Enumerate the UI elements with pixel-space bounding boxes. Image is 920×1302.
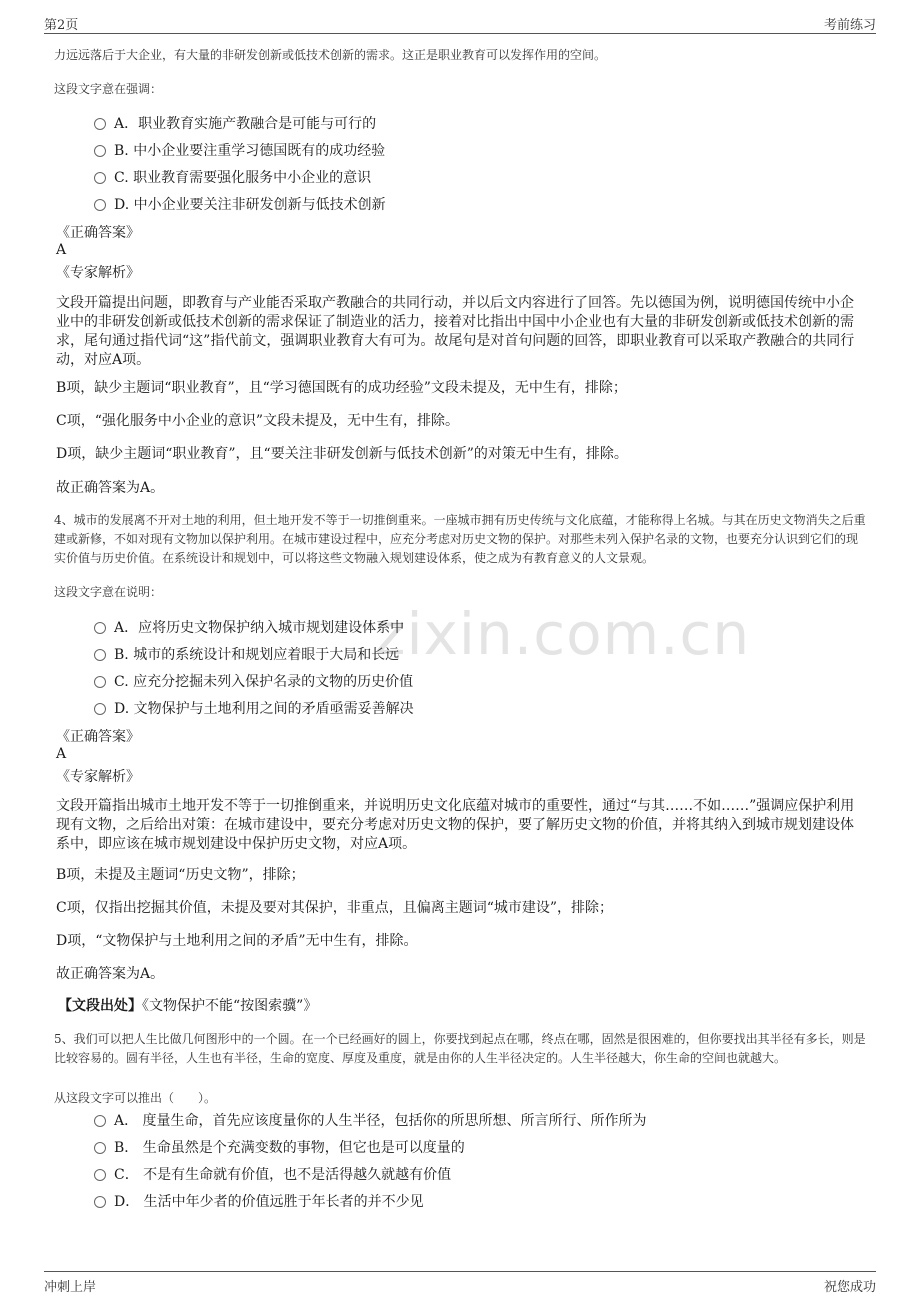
q3-answer-label: 《正确答案》: [56, 225, 140, 241]
q4-analysis-main: 文段开篇指出城市土地开发不等于一切推倒重来，并说明历史文化底蕴对城市的重要性，通过“与其……不如……”强调应保护利用现有文物，之后给出对策：在城市建设中，要充分考虑对历史文物的保护，要了解历史文物的价值，并将其纳入到城市规划建设体系中，即应该在城市规划建设中保护历史文物，对应A项。: [56, 798, 855, 852]
q5-option-d[interactable]: D． 生活中年少者的价值远胜于年长者的并不少见: [94, 1191, 424, 1211]
q3-analysis-label: 《专家解析》: [56, 265, 140, 281]
footer-left: 冲刺上岸: [44, 1280, 97, 1295]
q4-text: 4、城市的发展离不开对土地的利用，但土地开发不等于一切推倒重来。一座城市拥有历史传统与文化底蕴，才能称得上名城。与其在历史文物消失之后重建或新修，不如对现有文物加以保护利用。在城市建设过程中，应充分考虑对历史文物的保护。对那些未列入保护名录的文物，也要充分认识到它们的现实价值与历史价值。在系统设计和规划中，可以将这些文物融入规划建设体系，使之成为有教育意义的人文景观。: [54, 513, 866, 565]
q4-answer-label: 《正确答案》: [56, 729, 140, 745]
q3-analysis-b: B项，缺少主题词“职业教育”，且“学习德国既有的成功经验”文段未提及，无中生有，排除；: [56, 380, 627, 396]
q3-option-a[interactable]: A．职业教育实施产教融合是可能与可行的: [94, 113, 376, 133]
q3-prompt: 这段文字意在强调：: [54, 82, 163, 96]
footer-right: 祝您成功: [823, 1280, 876, 1295]
q5-text: 5、我们可以把人生比做几何图形中的一个圆。在一个已经画好的圆上，你要找到起点在哪，终点在哪，固然是很困难的，但你要找出其半径有多长，则是比较容易的。圆有半径，人生也有半径，生命的宽度、厚度及重度，就是由你的人生半径决定的。人生半径越大，你生命的空间也就越大。: [54, 1032, 866, 1065]
q3-analysis-main: 文段开篇提出问题，即教育与产业能否采取产教融合的共同行动，并以后文内容进行了回答。先以德国为例，说明德国传统中小企业中的非研发创新或低技术创新的需求保证了制造业的活力，接着对比指出中国中小企业也有大量的非研发创新或低技术创新的需求，尾句通过指代词“这”指代前文，强调职业教育大有可为。故尾句是对首句问题的回答，即职业教育可以采取产教融合的共同行动，对应A项。: [56, 295, 855, 368]
page-footer: [44, 1271, 876, 1295]
radio-icon[interactable]: [94, 1169, 106, 1181]
q4-option-a[interactable]: A．应将历史文物保护纳入城市规划建设体系中: [94, 617, 404, 637]
q4-analysis-d: D项，“文物保护与土地利用之间的矛盾”无中生有，排除。: [56, 933, 418, 949]
radio-icon[interactable]: [94, 118, 106, 130]
q4-option-c[interactable]: C. 应充分挖掘未列入保护名录的文物的历史价值: [94, 671, 413, 691]
q3-analysis-conclusion: 故正确答案为A。: [56, 480, 165, 496]
q5-option-a[interactable]: A． 度量生命，首先应该度量你的人生半径，包括你的所思所想、所言所行、所作所为: [94, 1110, 647, 1130]
q4-analysis-b: B项，未提及主题词“历史文物”，排除；: [56, 867, 305, 883]
watermark: zixin.com.cn: [375, 600, 751, 668]
radio-icon[interactable]: [94, 1115, 106, 1127]
q5-option-b[interactable]: B． 生命虽然是个充满变数的事物，但它也是可以度量的: [94, 1137, 465, 1157]
q4-analysis-label: 《专家解析》: [56, 769, 140, 785]
source-title: 《文物保护不能“按图索骥”》: [142, 998, 318, 1014]
q3-option-d[interactable]: D. 中小企业要关注非研发创新与低技术创新: [94, 194, 386, 214]
q4-source: [58, 997, 864, 1016]
radio-icon[interactable]: [94, 145, 106, 157]
radio-icon[interactable]: [94, 1142, 106, 1154]
source-label: 【文段出处】: [58, 998, 142, 1014]
radio-icon[interactable]: [94, 649, 106, 661]
q3-option-c[interactable]: C. 职业教育需要强化服务中小企业的意识: [94, 167, 371, 187]
q4-option-d[interactable]: D. 文物保护与土地利用之间的矛盾亟需妥善解决: [94, 698, 414, 718]
radio-icon[interactable]: [94, 1196, 106, 1208]
radio-icon[interactable]: [94, 703, 106, 715]
radio-icon[interactable]: [94, 199, 106, 211]
q4-prompt: 这段文字意在说明：: [54, 585, 163, 599]
header-title: 考前练习: [823, 18, 876, 33]
page-number: 第2页: [44, 18, 79, 33]
q3-answer: A: [56, 242, 67, 258]
q3-text-tail: 力远远落后于大企业，有大量的非研发创新或低技术创新的需求。这正是职业教育可以发挥作用的空间。: [54, 48, 607, 62]
q5-option-c[interactable]: C． 不是有生命就有价值，也不是活得越久就越有价值: [94, 1164, 451, 1184]
radio-icon[interactable]: [94, 676, 106, 688]
q3-option-b[interactable]: B. 中小企业要注重学习德国既有的成功经验: [94, 140, 385, 160]
q3-analysis-d: D项，缺少主题词“职业教育”，且“要关注非研发创新与低技术创新”的对策无中生有，排除。: [56, 446, 628, 462]
radio-icon[interactable]: [94, 622, 106, 634]
page-header: [44, 12, 876, 34]
q4-analysis-conclusion: 故正确答案为A。: [56, 966, 165, 982]
q5-prompt: 从这段文字可以推出（ ）。: [54, 1091, 217, 1105]
q4-option-b[interactable]: B. 城市的系统设计和规划应着眼于大局和长远: [94, 644, 399, 664]
q4-analysis-c: C项，仅指出挖掘其价值，未提及要对其保护，非重点，且偏离主题词“城市建设”，排除；: [56, 900, 614, 916]
radio-icon[interactable]: [94, 172, 106, 184]
q3-analysis-c: C项，“强化服务中小企业的意识”文段未提及，无中生有，排除。: [56, 413, 460, 429]
q4-answer: A: [56, 746, 67, 762]
